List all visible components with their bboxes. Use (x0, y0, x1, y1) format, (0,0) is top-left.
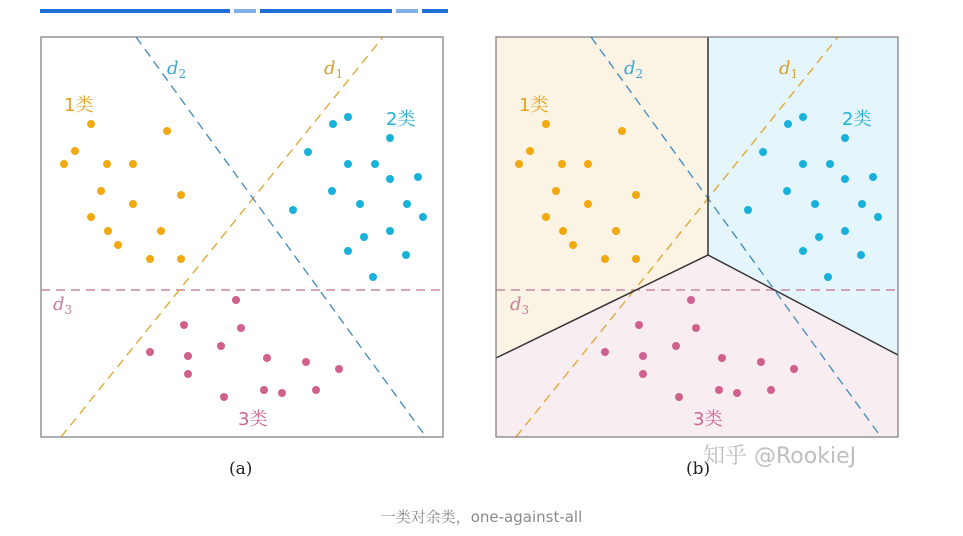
dotsA3-point-11 (260, 386, 268, 394)
dotsB2-point-6 (783, 187, 791, 195)
dotsB3-point-12 (733, 389, 741, 397)
dotsA1-point-5 (129, 160, 137, 168)
dotsB1-point-14 (632, 255, 640, 263)
panel-b (496, 37, 898, 479)
dotsB2-point-9 (744, 206, 752, 214)
dotsA2-point-12 (419, 213, 427, 221)
dotsB1-point-4 (558, 160, 566, 168)
dotsB2-point-7 (841, 175, 849, 183)
dotsB1-point-10 (559, 227, 567, 235)
dotsA2-point-13 (360, 233, 368, 241)
dotsB1-point-5 (584, 160, 592, 168)
dotsA1-point-0 (87, 120, 95, 128)
dotsA1-point-7 (177, 191, 185, 199)
dotsA2-point-6 (328, 187, 336, 195)
panel-b-label-class2: 2类 (842, 109, 872, 130)
dotsB3-point-10 (675, 393, 683, 401)
dotsB1-point-0 (542, 120, 550, 128)
dotsB3-point-9 (790, 365, 798, 373)
panel-b-sublabel: (b) (686, 459, 711, 479)
dotsB2-point-5 (826, 160, 834, 168)
dotsB1-point-7 (632, 191, 640, 199)
dotsA3-point-7 (184, 370, 192, 378)
dotsB2-point-15 (799, 247, 807, 255)
panel-a-sublabel: (a) (229, 459, 253, 479)
dotsA2-point-4 (344, 160, 352, 168)
dotsA3-point-13 (312, 386, 320, 394)
dotsB1-point-11 (612, 227, 620, 235)
panel-a-label-d1: $d_1$ (324, 58, 344, 81)
dotsB2-point-1 (799, 113, 807, 121)
dotsB1-point-8 (584, 200, 592, 208)
dotsB2-point-4 (799, 160, 807, 168)
dotsA1-point-10 (104, 227, 112, 235)
dotsA1-point-13 (146, 255, 154, 263)
dotsA2-point-0 (329, 120, 337, 128)
dotsB1-point-12 (569, 241, 577, 249)
dotsB3-point-0 (687, 296, 695, 304)
dotsA3-point-5 (217, 342, 225, 350)
panel-b-label-class1: 1类 (519, 95, 549, 116)
dotsB2-point-2 (841, 134, 849, 142)
dotsB1-point-9 (542, 213, 550, 221)
dotsA2-point-17 (369, 273, 377, 281)
panel-a-label-d2: $d_2$ (167, 58, 187, 81)
dotsB2-point-10 (811, 200, 819, 208)
dotsA3-point-0 (232, 296, 240, 304)
dotsB2-point-14 (841, 227, 849, 235)
dotsB1-point-6 (552, 187, 560, 195)
dotsA2-point-11 (403, 200, 411, 208)
dotsB3-point-11 (715, 386, 723, 394)
panel-a-label-class1: 1类 (64, 95, 94, 116)
dotsA3-point-9 (335, 365, 343, 373)
dotsA3-point-8 (302, 358, 310, 366)
dotsA2-point-3 (304, 148, 312, 156)
dotsA1-point-3 (60, 160, 68, 168)
dotsB1-point-13 (601, 255, 609, 263)
panel-b-label-class3: 3类 (693, 409, 723, 430)
dotsA1-point-12 (114, 241, 122, 249)
dotsB1-point-2 (526, 147, 534, 155)
dotsA2-point-8 (414, 173, 422, 181)
dotsB2-point-13 (815, 233, 823, 241)
dotsB3-point-6 (718, 354, 726, 362)
panel-a (41, 37, 443, 479)
dotsA2-point-7 (386, 175, 394, 183)
dotsB3-point-7 (639, 370, 647, 378)
dotsA1-point-14 (177, 255, 185, 263)
dotsA1-point-4 (103, 160, 111, 168)
dotsB2-point-16 (857, 251, 865, 259)
dotsA3-point-12 (278, 389, 286, 397)
dotsA2-point-9 (289, 206, 297, 214)
dotsA3-point-3 (146, 348, 154, 356)
dotsB2-point-12 (874, 213, 882, 221)
dotsB3-point-1 (635, 321, 643, 329)
panel-a-label-class3: 3类 (238, 409, 268, 430)
dotsA1-point-9 (87, 213, 95, 221)
dotsA2-point-15 (344, 247, 352, 255)
dotsB3-point-13 (767, 386, 775, 394)
dotsA2-point-10 (356, 200, 364, 208)
figure-caption: 一类对余类，one-against-all (380, 508, 583, 526)
dotsB3-point-4 (639, 352, 647, 360)
panel-b-label-d2: $d_2$ (624, 58, 644, 81)
dotsA3-point-10 (220, 393, 228, 401)
dotsB1-point-3 (515, 160, 523, 168)
dotsA1-point-11 (157, 227, 165, 235)
panel-a-label-class2: 2类 (386, 109, 416, 130)
dotsB2-point-0 (784, 120, 792, 128)
dotsA2-point-1 (344, 113, 352, 121)
dotsA1-point-2 (71, 147, 79, 155)
dotsB2-point-11 (858, 200, 866, 208)
dotsA3-point-6 (263, 354, 271, 362)
dotsA1-point-8 (129, 200, 137, 208)
dotsB3-point-8 (757, 358, 765, 366)
dotsA3-point-2 (237, 324, 245, 332)
dotsA2-point-14 (386, 227, 394, 235)
dotsB2-point-3 (759, 148, 767, 156)
dotsB2-point-8 (869, 173, 877, 181)
dotsB3-point-2 (692, 324, 700, 332)
panel-b-label-d3: $d_3$ (510, 294, 530, 317)
dotsB3-point-5 (672, 342, 680, 350)
panel-a-label-d3: $d_3$ (53, 294, 73, 317)
dotsA3-point-1 (180, 321, 188, 329)
dotsB1-point-1 (618, 127, 626, 135)
dotsA2-point-5 (371, 160, 379, 168)
watermark: 知乎 @RookieJ (703, 444, 857, 469)
dotsA2-point-16 (402, 251, 410, 259)
dotsA1-point-6 (97, 187, 105, 195)
panel-b-label-d1: $d_1$ (779, 58, 799, 81)
dotsA1-point-1 (163, 127, 171, 135)
dotsA2-point-2 (386, 134, 394, 142)
dotsA3-point-4 (184, 352, 192, 360)
dotsB2-point-17 (824, 273, 832, 281)
dotsB3-point-3 (601, 348, 609, 356)
